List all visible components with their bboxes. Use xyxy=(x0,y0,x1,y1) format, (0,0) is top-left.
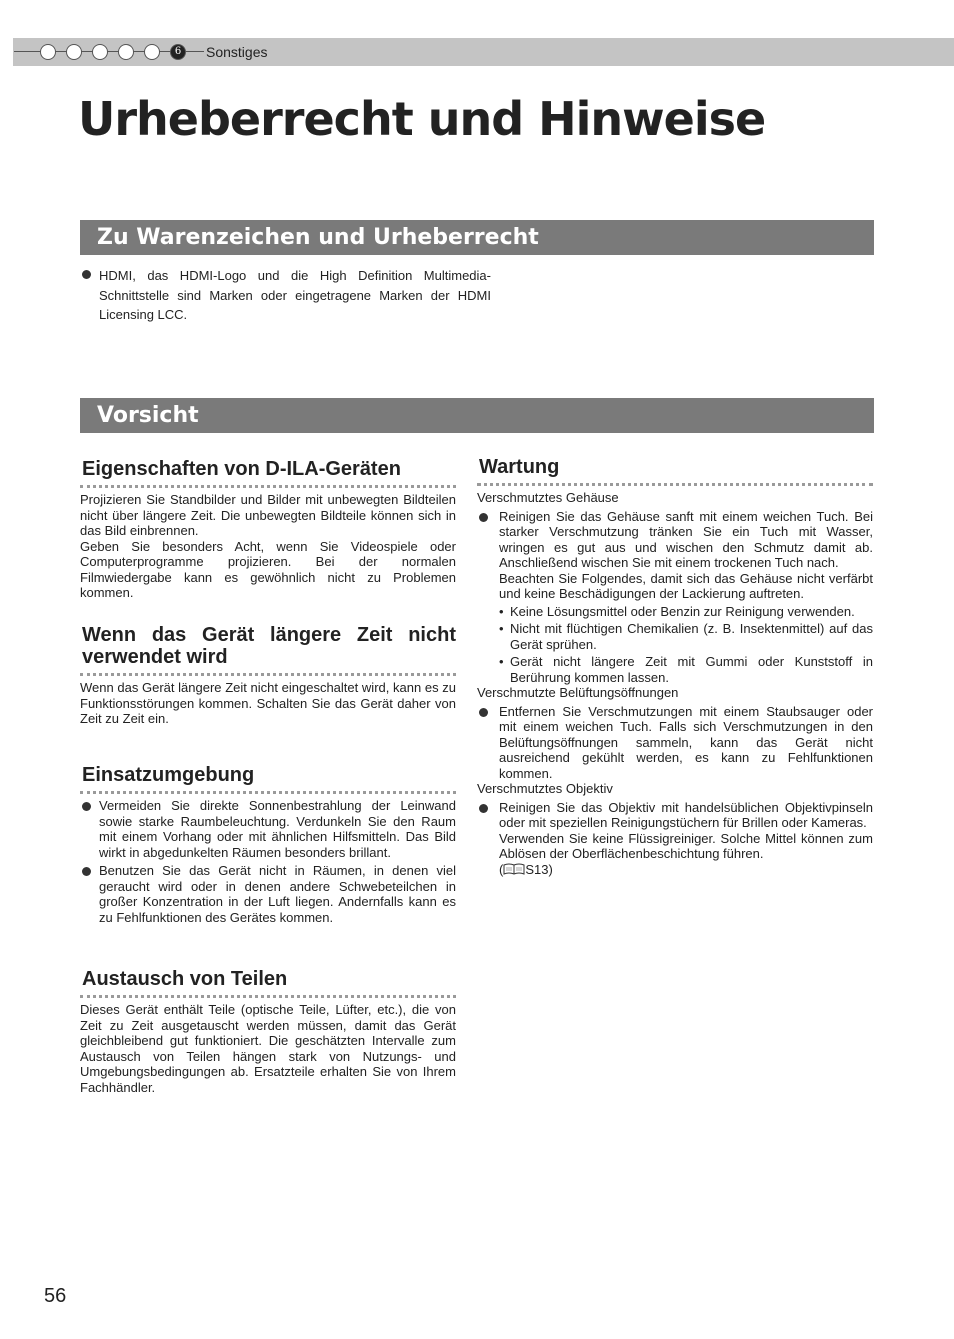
housing-label: Verschmutztes Gehäuse xyxy=(477,490,619,505)
lens-reference-open: ( xyxy=(499,861,504,877)
housing-bullet: Reinigen Sie das Gehäuse sanft mit einem weichen Tuch. Bei starker Verschmutzung tränken Sie ein Tuch mit Wasser, wringen es gut aus und wischen den Schmutz damit ab. Anschließend wischen Sie mit einem trockenen Tuch nach. xyxy=(477,509,873,571)
section-caution-title: Vorsicht xyxy=(80,398,874,433)
dila-paragraph-1: Projizieren Sie Standbilder und Bilder mit unbewegten Bildteilen nicht über längere Zeit. Die unbewegten Bildteile können sich in das Bild einbrennen. xyxy=(80,492,456,538)
environment-heading: Einsatzumgebung xyxy=(80,764,456,794)
dila-heading: Eigenschaften von D-ILA-Geräten xyxy=(80,458,456,488)
unused-heading: Wenn das Gerät längere Zeit nicht verwendet wird xyxy=(80,624,456,676)
chapter-number-badge: 6 xyxy=(170,44,186,60)
environment-section xyxy=(80,764,456,925)
trademark-bullet: HDMI, das HDMI-Logo und die High Definition Multimedia-Schnittstelle sind Marken oder eingetragene Marken der HDMI Licensing LCC. xyxy=(80,266,491,325)
parts-section xyxy=(80,968,456,1095)
maintenance-heading: Wartung xyxy=(477,456,873,486)
dila-section xyxy=(80,458,456,601)
chapter-dot xyxy=(66,44,82,60)
chapter-dot xyxy=(118,44,134,60)
page-number: 56 xyxy=(44,1285,67,1307)
chapter-dot xyxy=(92,44,108,60)
unused-section xyxy=(80,624,456,727)
housing-subitem-2: • Nicht mit flüchtigen Chemikalien (z. B. Insektenmittel) auf das Gerät sprühen. xyxy=(499,621,873,652)
parts-heading: Austausch von Teilen xyxy=(80,968,456,998)
book-reference-icon xyxy=(503,863,525,875)
environment-bullet-1: Vermeiden Sie direkte Sonnenbestrahlung der Leinwand sowie starke Raumbeleuchtung. Verdunkeln Sie den Raum mit einem Vorhang oder mit ähnlichen Hilfsmitteln. Das Bild wirkt in abgedunkelten Räumen besonders brillant. xyxy=(80,798,456,860)
chapter-dot xyxy=(144,44,160,60)
dila-paragraph-2: Geben Sie besonders Acht, wenn Sie Videospiele oder Computerprogramme projizieren. Bei der normalen Filmwiedergabe kann es gewöhnlich nicht zu Problemen kommen. xyxy=(80,538,456,600)
chapter-dot xyxy=(40,44,56,60)
housing-subitem-1: • Keine Lösungsmittel oder Benzin zur Reinigung verwenden. xyxy=(499,604,873,620)
lens-label: Verschmutztes Objektiv xyxy=(477,781,613,796)
chapter-progress-dots xyxy=(40,43,196,61)
vents-bullet: Entfernen Sie Verschmutzungen mit einem Staubsauger oder mit einem weichen Tuch. Falls sich Verschmutzungen in den Belüftungsöffnungen sammeln, kann das Gerät nicht ausreichend gekühlt werden, es kann zu Fehlfunktionen kommen. xyxy=(477,704,873,782)
housing-subitem-3: • Gerät nicht längere Zeit mit Gummi oder Kunststoff in Berührung kommen lassen. xyxy=(499,654,873,685)
lens-note: Verwenden Sie keine Flüssigreiniger. Solche Mittel können zum Ablösen der Oberflächenbeschichtung führen. xyxy=(499,830,873,861)
unused-paragraph: Wenn das Gerät längere Zeit nicht eingeschaltet wird, kann es zu Funktionsstörungen kommen. Schalten Sie das Gerät daher von Zeit zu Zeit ein. xyxy=(80,680,456,726)
housing-note: Beachten Sie Folgendes, damit sich das Gehäuse nicht verfärbt und keine Beschädigungen der Lackierung auftreten. xyxy=(499,570,873,601)
vents-label: Verschmutzte Belüftungsöffnungen xyxy=(477,685,679,700)
maintenance-section xyxy=(477,456,873,877)
section-trademark-title: Zu Warenzeichen und Urheberrecht xyxy=(80,220,874,255)
lens-bullet: Reinigen Sie das Objektiv mit handelsüblichen Objektivpinseln oder mit speziellen Reinigungstüchern für Brillen oder Kameras. xyxy=(477,800,873,831)
lens-reference-link[interactable]: S13) xyxy=(525,861,553,877)
chapter-label: Sonstiges xyxy=(206,44,268,60)
page-title: Urheberrecht und Hinweise xyxy=(78,92,766,146)
environment-bullet-2: Benutzen Sie das Gerät nicht in Räumen, in denen viel geraucht wird oder in denen andere Schwebeteilchen in großer Konzentration in der Luft liegen. Andernfalls kann es zu Fehlfunktionen des Gerätes kommen. xyxy=(80,863,456,925)
parts-paragraph: Dieses Gerät enthält Teile (optische Teile, Lüfter, etc.), die von Zeit zu Zeit ausgetauscht werden müssen, damit das Gerät gleichbleibend gut funktioniert. Die geschätzten Intervalle zum Austausch von Teilen hängen stark von Nutzungs- und Umgebungsbedingungen ab. Ersatzteile erhalten Sie von Ihrem Fachhändler. xyxy=(80,1002,456,1095)
lens-reference xyxy=(477,862,873,878)
